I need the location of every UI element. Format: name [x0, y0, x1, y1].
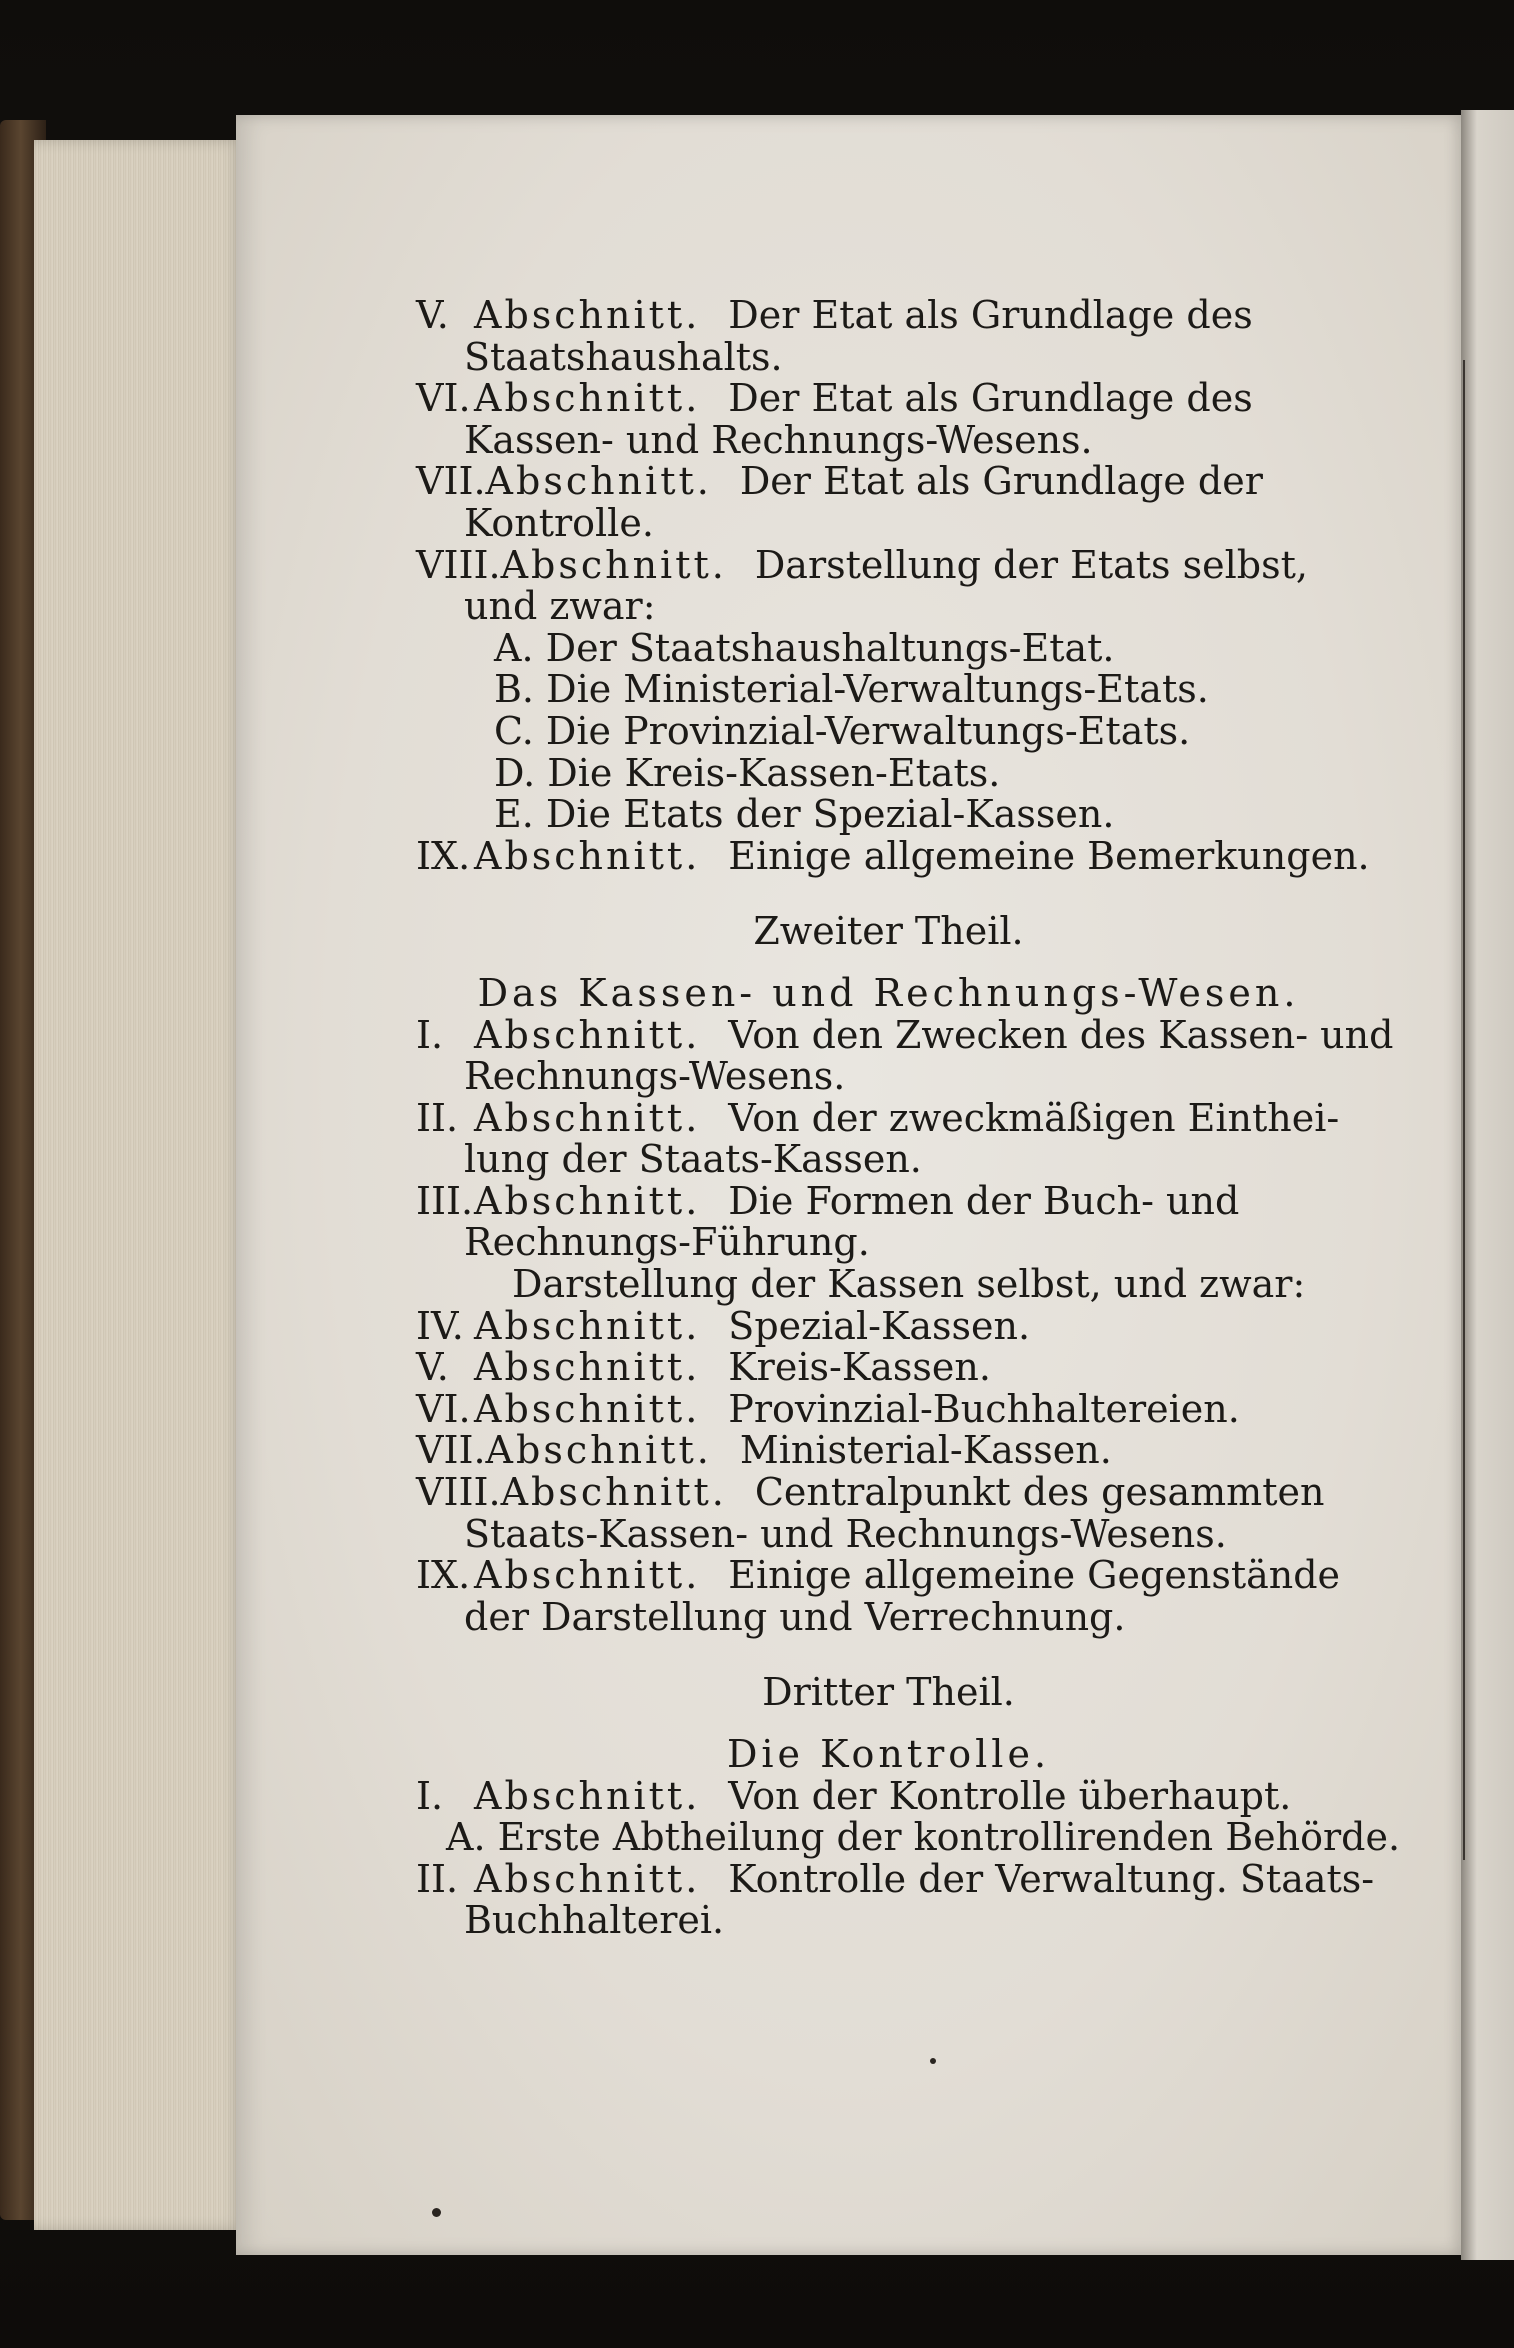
toc-entry: II. Abschnitt. Kontrolle der Verwaltung. Staats-: [416, 1856, 1375, 1901]
toc-intro: Darstellung der Kassen selbst, und zwar:: [512, 1262, 1306, 1307]
toc-entry-continuation: und zwar:: [464, 584, 656, 629]
toc-entry: V. Abschnitt. Kreis-Kassen.: [416, 1345, 991, 1390]
part-heading: Dritter Theil.: [762, 1670, 1015, 1715]
table-of-contents: [416, 293, 1401, 1943]
part-title: Das Kassen- und Rechnungs-Wesen.: [477, 970, 1300, 1015]
toc-entry: III.Abschnitt. Die Formen der Buch- und: [416, 1178, 1240, 1223]
toc-entry: VIII.Abschnitt. Centralpunkt des gesammten: [416, 1470, 1325, 1515]
toc-entry: IV. Abschnitt. Spezial-Kassen.: [416, 1303, 1031, 1348]
toc-entry: V. Abschnitt. Der Etat als Grundlage des: [416, 293, 1253, 337]
toc-subentry: E. Die Etats der Spezial-Kassen.: [494, 792, 1115, 837]
toc-subentry: C. Die Provinzial-Verwaltungs-Etats.: [494, 708, 1191, 753]
toc-entry-continuation: lung der Staats-Kassen.: [464, 1137, 922, 1182]
toc-entry: IX. Abschnitt. Einige allgemeine Bemerkungen.: [416, 833, 1370, 878]
toc-entry: I. Abschnitt. Von den Zwecken des Kassen- und: [416, 1012, 1394, 1057]
toc-entry-continuation: Rechnungs-Wesens.: [464, 1054, 846, 1099]
part-heading: Zweiter Theil.: [753, 909, 1024, 954]
toc-entry-continuation: Rechnungs-Führung.: [464, 1220, 870, 1265]
toc-entry-continuation: Kassen- und Rechnungs-Wesens.: [464, 417, 1093, 462]
toc-entry: I. Abschnitt. Von der Kontrolle überhaupt.: [416, 1773, 1292, 1818]
toc-entry-continuation: Kontrolle.: [464, 500, 654, 545]
toc-entry: VI.Abschnitt. Provinzial-Buchhaltereien.: [416, 1386, 1240, 1431]
page-edges: [34, 140, 244, 2230]
toc-entry-continuation: Buchhalterei.: [464, 1898, 725, 1943]
toc-subentry: A. Der Staatshaushaltungs-Etat.: [494, 625, 1115, 670]
toc-subentry: A. Erste Abtheilung der kontrollirenden Behörde.: [446, 1815, 1401, 1860]
facing-page-edge: [1461, 110, 1514, 2260]
toc-entry: VI.Abschnitt. Der Etat als Grundlage des: [416, 376, 1253, 421]
toc-subentry: D. Die Kreis-Kassen-Etats.: [494, 750, 1001, 795]
part-title: Die Kontrolle.: [726, 1732, 1051, 1776]
toc-entry: VIII.Abschnitt. Darstellung der Etats selbst,: [416, 542, 1308, 587]
toc-entry: VII.Abschnitt. Ministerial-Kassen.: [416, 1428, 1112, 1473]
facing-page-rule: [1463, 360, 1465, 1860]
toc-subentry: B. Die Ministerial-Verwaltungs-Etats.: [494, 667, 1209, 712]
toc-entry-continuation: Staatshaushalts.: [464, 334, 783, 379]
ink-speck: [930, 2058, 936, 2064]
ink-speck: [432, 2208, 441, 2217]
toc-entry-continuation: Staats-Kassen- und Rechnungs-Wesens.: [464, 1511, 1227, 1556]
toc-entry: II. Abschnitt. Von der zweckmäßigen Einthei-: [416, 1095, 1340, 1140]
toc-entry: VII.Abschnitt. Der Etat als Grundlage der: [416, 459, 1263, 504]
toc-entry: IX. Abschnitt. Einige allgemeine Gegenstände: [416, 1553, 1341, 1598]
toc-entry-continuation: der Darstellung und Verrechnung.: [464, 1594, 1126, 1639]
